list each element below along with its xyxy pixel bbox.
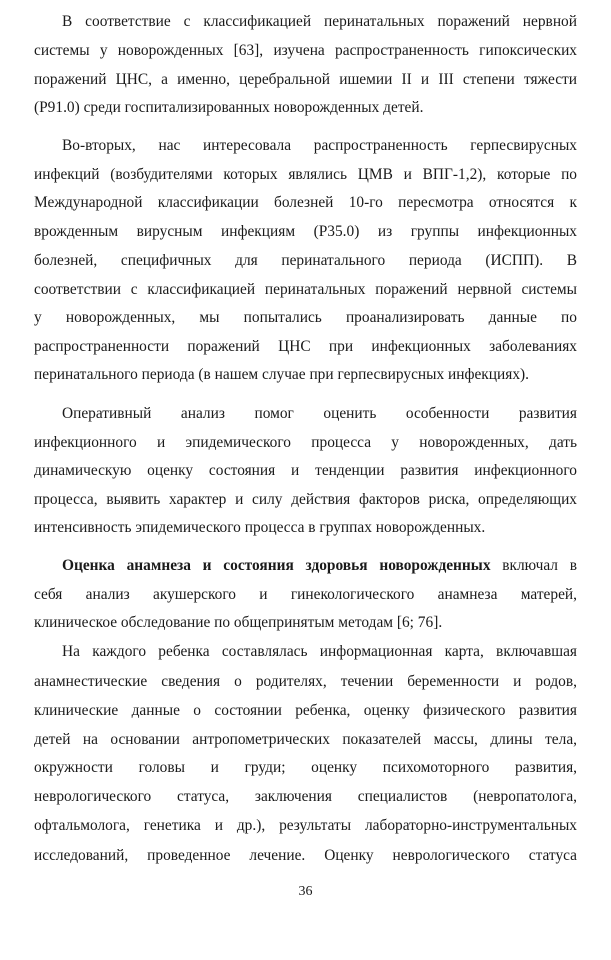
text-line: интенсивность эпидемического процесса в группах новорожденных.: [34, 519, 486, 536]
text-line: Оперативный анализ помог оценить особенности развития: [62, 405, 577, 422]
text-line: соответствии с классификацией перинатальных поражений нервной системы: [34, 281, 577, 298]
text-line: окружности головы и груди; оценку психомоторного развития,: [34, 759, 577, 776]
text-line: На каждого ребенка составлялась информационная карта, включавшая: [62, 643, 577, 660]
text-line: инфекций (возбудителями которых являлись ЦМВ и ВПГ-1,2), которые по: [34, 166, 577, 183]
text-line: детей на основании антропометрических показателей массы, длины тела,: [34, 731, 577, 748]
text-line: себя анализ акушерского и гинекологического анамнеза матерей,: [34, 586, 577, 603]
text-line: (Р91.0) среди госпитализированных новорожденных детей.: [34, 99, 424, 116]
text-line: инфекционного и эпидемического процесса у новорожденных, дать: [34, 434, 577, 451]
text-line: распространенности поражений ЦНС при инфекционных заболеваниях: [34, 338, 577, 355]
text-run: включал в: [490, 557, 578, 574]
text-line: [62, 556, 577, 576]
page-number: 36: [298, 884, 313, 899]
text-line: офтальмолога, генетика и др.), результаты лабораторно-инструментальных: [34, 817, 577, 834]
text-line: динамическую оценку состояния и тенденции развития инфекционного: [34, 462, 577, 479]
text-line: В соответствие с классификацией перинатальных поражений нервной: [62, 13, 577, 30]
text-line: поражений ЦНС, а именно, церебральной ишемии II и III степени тяжести: [34, 71, 577, 88]
text-line: перинатального периода (в нашем случае при герпесвирусных инфекциях).: [34, 366, 529, 383]
text-line: процесса, выявить характер и силу действия факторов риска, определяющих: [34, 491, 577, 508]
text-line: анамнестические сведения о родителях, течении беременности и родов,: [34, 673, 577, 690]
text-line: системы у новорожденных [63], изучена распространенность гипоксических: [34, 42, 577, 59]
text-line: неврологического статуса, заключения специалистов (невропатолога,: [34, 788, 577, 805]
text-line: исследований, проведенное лечение. Оценку неврологического статуса: [34, 847, 577, 864]
text-line: Международной классификации болезней 10-го пересмотра относятся к: [34, 194, 577, 211]
text-line: клиническое обследование по общепринятым методам [6; 76].: [34, 614, 443, 631]
text-line: болезней, специфичных для перинатального периода (ИСПП). В: [34, 252, 577, 269]
text-line: врожденным вирусным инфекциям (Р35.0) из группы инфекционных: [34, 223, 577, 240]
text-line: Во-вторых, нас интересовала распространенность герпесвирусных: [62, 137, 577, 154]
bold-heading-phrase: Оценка анамнеза и состояния здоровья новорожденных: [62, 557, 491, 574]
text-line: клинические данные о состоянии ребенка, оценку физического развития: [34, 702, 577, 719]
text-line: у новорожденных, мы попытались проанализировать данные по: [34, 309, 577, 326]
